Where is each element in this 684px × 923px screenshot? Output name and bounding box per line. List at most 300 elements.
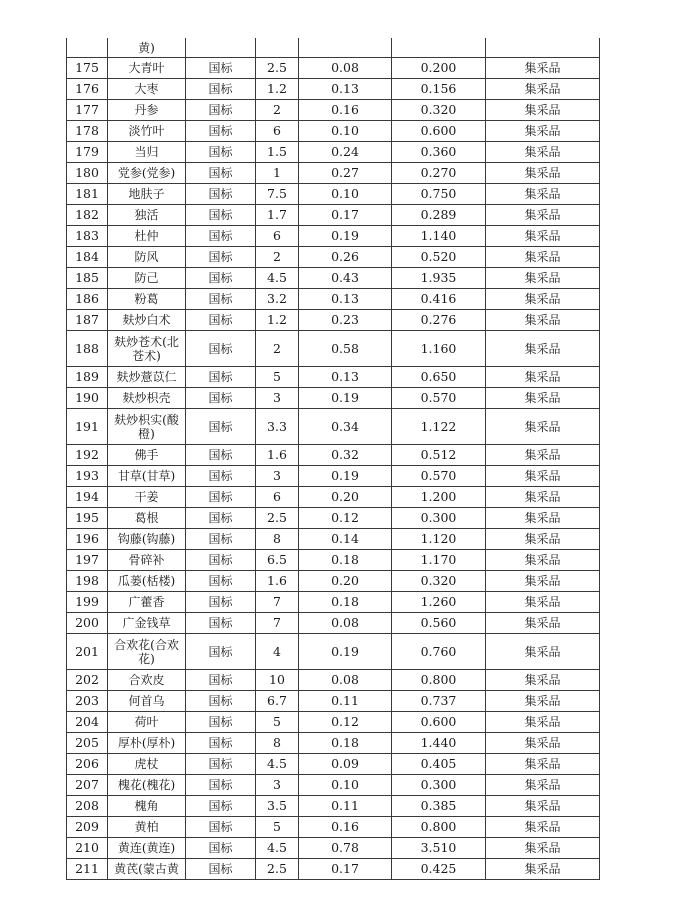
cell-name: 黄柏 xyxy=(108,817,186,838)
cell-name: 葛根 xyxy=(108,508,186,529)
cell-category: 集采品 xyxy=(486,142,600,163)
cell-name: 当归 xyxy=(108,142,186,163)
table-row xyxy=(67,331,600,367)
cell-unit-price: 0.27 xyxy=(299,163,392,184)
herb-price-table xyxy=(66,38,600,880)
table-row xyxy=(67,733,600,754)
cell-name: 麸炒枳实(酸橙) xyxy=(108,409,186,445)
cell-unit-price: 0.20 xyxy=(299,487,392,508)
cell-unit-price: 0.08 xyxy=(299,670,392,691)
cell-standard: 国标 xyxy=(186,268,256,289)
cell-standard: 国标 xyxy=(186,712,256,733)
cell-unit-price: 0.11 xyxy=(299,691,392,712)
cell-no: 210 xyxy=(67,838,108,859)
cell-standard: 国标 xyxy=(186,247,256,268)
cell-unit-price: 0.32 xyxy=(299,445,392,466)
cell-amount xyxy=(392,38,486,58)
table-row xyxy=(67,79,600,100)
cell-name: 合欢花(合欢花) xyxy=(108,634,186,670)
cell-unit-price: 0.08 xyxy=(299,58,392,79)
cell-category: 集采品 xyxy=(486,226,600,247)
cell-category: 集采品 xyxy=(486,817,600,838)
cell-name: 黄芪(蒙古黄 xyxy=(108,859,186,880)
cell-category: 集采品 xyxy=(486,331,600,367)
cell-category: 集采品 xyxy=(486,592,600,613)
cell-amount: 0.385 xyxy=(392,796,486,817)
cell-amount: 0.156 xyxy=(392,79,486,100)
cell-no: 193 xyxy=(67,466,108,487)
table-row xyxy=(67,817,600,838)
cell-category: 集采品 xyxy=(486,268,600,289)
cell-no: 186 xyxy=(67,289,108,310)
cell-quantity: 8 xyxy=(256,733,299,754)
cell-standard: 国标 xyxy=(186,388,256,409)
cell-name: 杜仲 xyxy=(108,226,186,247)
cell-no: 202 xyxy=(67,670,108,691)
cell-unit-price: 0.10 xyxy=(299,775,392,796)
cell-standard: 国标 xyxy=(186,508,256,529)
cell-standard: 国标 xyxy=(186,184,256,205)
cell-amount: 1.170 xyxy=(392,550,486,571)
cell-standard: 国标 xyxy=(186,670,256,691)
table-row xyxy=(67,487,600,508)
cell-quantity: 2 xyxy=(256,331,299,367)
table-row xyxy=(67,58,600,79)
cell-name: 麸炒枳壳 xyxy=(108,388,186,409)
cell-name: 骨碎补 xyxy=(108,550,186,571)
cell-name: 淡竹叶 xyxy=(108,121,186,142)
cell-amount: 0.520 xyxy=(392,247,486,268)
cell-no: 200 xyxy=(67,613,108,634)
cell-category: 集采品 xyxy=(486,571,600,592)
table-row xyxy=(67,226,600,247)
cell-name: 槐花(槐花) xyxy=(108,775,186,796)
cell-standard xyxy=(186,38,256,58)
cell-standard: 国标 xyxy=(186,754,256,775)
cell-unit-price: 0.13 xyxy=(299,289,392,310)
cell-amount: 1.200 xyxy=(392,487,486,508)
table-row xyxy=(67,121,600,142)
cell-no: 176 xyxy=(67,79,108,100)
cell-amount: 0.560 xyxy=(392,613,486,634)
cell-unit-price: 0.20 xyxy=(299,571,392,592)
cell-quantity: 1.5 xyxy=(256,142,299,163)
cell-standard: 国标 xyxy=(186,775,256,796)
table-row xyxy=(67,508,600,529)
cell-unit-price xyxy=(299,38,392,58)
cell-standard: 国标 xyxy=(186,550,256,571)
cell-name: 合欢皮 xyxy=(108,670,186,691)
cell-no: 209 xyxy=(67,817,108,838)
cell-amount: 0.360 xyxy=(392,142,486,163)
cell-quantity xyxy=(256,38,299,58)
cell-unit-price: 0.10 xyxy=(299,121,392,142)
cell-quantity: 2 xyxy=(256,247,299,268)
cell-amount: 0.650 xyxy=(392,367,486,388)
cell-category: 集采品 xyxy=(486,163,600,184)
cell-unit-price: 0.11 xyxy=(299,796,392,817)
cell-quantity: 5 xyxy=(256,712,299,733)
cell-standard: 国标 xyxy=(186,859,256,880)
cell-standard: 国标 xyxy=(186,205,256,226)
cell-standard: 国标 xyxy=(186,466,256,487)
cell-standard: 国标 xyxy=(186,58,256,79)
cell-standard: 国标 xyxy=(186,331,256,367)
cell-unit-price: 0.09 xyxy=(299,754,392,775)
cell-standard: 国标 xyxy=(186,796,256,817)
table-row xyxy=(67,142,600,163)
cell-unit-price: 0.10 xyxy=(299,184,392,205)
cell-unit-price: 0.18 xyxy=(299,550,392,571)
cell-category: 集采品 xyxy=(486,289,600,310)
cell-name: 党参(党参) xyxy=(108,163,186,184)
cell-unit-price: 0.78 xyxy=(299,838,392,859)
cell-no: 195 xyxy=(67,508,108,529)
cell-amount: 0.737 xyxy=(392,691,486,712)
cell-standard: 国标 xyxy=(186,163,256,184)
cell-quantity: 4.5 xyxy=(256,268,299,289)
table-body xyxy=(67,38,600,880)
cell-name: 荷叶 xyxy=(108,712,186,733)
cell-no: 178 xyxy=(67,121,108,142)
cell-quantity: 10 xyxy=(256,670,299,691)
table-row xyxy=(67,163,600,184)
cell-category: 集采品 xyxy=(486,691,600,712)
cell-name: 防己 xyxy=(108,268,186,289)
table-row xyxy=(67,100,600,121)
cell-quantity: 1 xyxy=(256,163,299,184)
cell-amount: 1.120 xyxy=(392,529,486,550)
cell-category: 集采品 xyxy=(486,775,600,796)
table-row xyxy=(67,592,600,613)
cell-quantity: 3.5 xyxy=(256,796,299,817)
cell-unit-price: 0.19 xyxy=(299,226,392,247)
cell-quantity: 4.5 xyxy=(256,838,299,859)
cell-quantity: 3.3 xyxy=(256,409,299,445)
cell-category: 集采品 xyxy=(486,550,600,571)
table-row xyxy=(67,796,600,817)
table-row xyxy=(67,775,600,796)
cell-quantity: 3 xyxy=(256,466,299,487)
cell-quantity: 4 xyxy=(256,634,299,670)
cell-name: 干姜 xyxy=(108,487,186,508)
cell-amount: 1.935 xyxy=(392,268,486,289)
cell-category xyxy=(486,38,600,58)
cell-standard: 国标 xyxy=(186,79,256,100)
cell-unit-price: 0.34 xyxy=(299,409,392,445)
cell-amount: 0.760 xyxy=(392,634,486,670)
cell-quantity: 1.2 xyxy=(256,310,299,331)
cell-amount: 0.800 xyxy=(392,670,486,691)
cell-no: 205 xyxy=(67,733,108,754)
cell-name: 钩藤(钩藤) xyxy=(108,529,186,550)
cell-name: 麸炒白术 xyxy=(108,310,186,331)
cell-no: 196 xyxy=(67,529,108,550)
cell-name: 防风 xyxy=(108,247,186,268)
cell-name: 大青叶 xyxy=(108,58,186,79)
cell-no: 187 xyxy=(67,310,108,331)
cell-category: 集采品 xyxy=(486,100,600,121)
cell-no: 191 xyxy=(67,409,108,445)
table-row xyxy=(67,634,600,670)
cell-quantity: 6 xyxy=(256,121,299,142)
cell-no xyxy=(67,38,108,58)
table-row xyxy=(67,754,600,775)
cell-quantity: 2 xyxy=(256,100,299,121)
cell-name: 虎杖 xyxy=(108,754,186,775)
cell-no: 192 xyxy=(67,445,108,466)
cell-standard: 国标 xyxy=(186,487,256,508)
cell-quantity: 2.5 xyxy=(256,859,299,880)
table-row xyxy=(67,529,600,550)
cell-category: 集采品 xyxy=(486,634,600,670)
cell-standard: 国标 xyxy=(186,691,256,712)
cell-amount: 0.416 xyxy=(392,289,486,310)
cell-category: 集采品 xyxy=(486,733,600,754)
cell-quantity: 6 xyxy=(256,226,299,247)
table-row xyxy=(67,571,600,592)
cell-quantity: 3 xyxy=(256,388,299,409)
cell-amount: 0.570 xyxy=(392,466,486,487)
cell-category: 集采品 xyxy=(486,445,600,466)
cell-standard: 国标 xyxy=(186,289,256,310)
table-row xyxy=(67,712,600,733)
cell-quantity: 2.5 xyxy=(256,508,299,529)
cell-category: 集采品 xyxy=(486,247,600,268)
cell-amount: 0.405 xyxy=(392,754,486,775)
cell-no: 184 xyxy=(67,247,108,268)
cell-amount: 0.300 xyxy=(392,775,486,796)
cell-amount: 0.750 xyxy=(392,184,486,205)
cell-name: 瓜蒌(栝楼) xyxy=(108,571,186,592)
cell-category: 集采品 xyxy=(486,613,600,634)
cell-no: 194 xyxy=(67,487,108,508)
cell-name: 丹参 xyxy=(108,100,186,121)
cell-no: 198 xyxy=(67,571,108,592)
cell-amount: 0.600 xyxy=(392,121,486,142)
cell-unit-price: 0.24 xyxy=(299,142,392,163)
cell-amount: 0.276 xyxy=(392,310,486,331)
cell-no: 203 xyxy=(67,691,108,712)
cell-amount: 0.270 xyxy=(392,163,486,184)
cell-unit-price: 0.16 xyxy=(299,100,392,121)
table-row xyxy=(67,466,600,487)
table-row xyxy=(67,388,600,409)
cell-amount: 3.510 xyxy=(392,838,486,859)
cell-no: 206 xyxy=(67,754,108,775)
table-row-continued xyxy=(67,38,600,58)
cell-no: 183 xyxy=(67,226,108,247)
cell-name: 独活 xyxy=(108,205,186,226)
cell-no: 189 xyxy=(67,367,108,388)
table-row xyxy=(67,838,600,859)
table-row xyxy=(67,613,600,634)
cell-standard: 国标 xyxy=(186,445,256,466)
cell-standard: 国标 xyxy=(186,121,256,142)
cell-quantity: 3.2 xyxy=(256,289,299,310)
table-row xyxy=(67,289,600,310)
cell-category: 集采品 xyxy=(486,712,600,733)
cell-quantity: 6 xyxy=(256,487,299,508)
table-row xyxy=(67,184,600,205)
cell-quantity: 1.2 xyxy=(256,79,299,100)
cell-no: 180 xyxy=(67,163,108,184)
cell-name: 麸炒薏苡仁 xyxy=(108,367,186,388)
cell-amount: 0.800 xyxy=(392,817,486,838)
cell-category: 集采品 xyxy=(486,205,600,226)
cell-unit-price: 0.26 xyxy=(299,247,392,268)
table-row xyxy=(67,859,600,880)
cell-amount: 0.200 xyxy=(392,58,486,79)
cell-category: 集采品 xyxy=(486,121,600,142)
cell-no: 201 xyxy=(67,634,108,670)
cell-no: 175 xyxy=(67,58,108,79)
cell-category: 集采品 xyxy=(486,487,600,508)
cell-unit-price: 0.08 xyxy=(299,613,392,634)
cell-name: 广金钱草 xyxy=(108,613,186,634)
cell-category: 集采品 xyxy=(486,310,600,331)
cell-no: 207 xyxy=(67,775,108,796)
cell-unit-price: 0.23 xyxy=(299,310,392,331)
cell-standard: 国标 xyxy=(186,838,256,859)
cell-amount: 0.300 xyxy=(392,508,486,529)
cell-quantity: 1.6 xyxy=(256,445,299,466)
cell-name: 麸炒苍术(北苍术) xyxy=(108,331,186,367)
cell-standard: 国标 xyxy=(186,226,256,247)
cell-category: 集采品 xyxy=(486,58,600,79)
cell-unit-price: 0.18 xyxy=(299,592,392,613)
cell-amount: 0.289 xyxy=(392,205,486,226)
cell-amount: 1.260 xyxy=(392,592,486,613)
cell-name: 甘草(甘草) xyxy=(108,466,186,487)
cell-standard: 国标 xyxy=(186,634,256,670)
cell-quantity: 2.5 xyxy=(256,58,299,79)
cell-standard: 国标 xyxy=(186,817,256,838)
cell-amount: 0.570 xyxy=(392,388,486,409)
cell-standard: 国标 xyxy=(186,142,256,163)
cell-name: 广藿香 xyxy=(108,592,186,613)
table-row xyxy=(67,205,600,226)
cell-no: 197 xyxy=(67,550,108,571)
herb-price-table-page xyxy=(66,38,600,880)
table-row xyxy=(67,670,600,691)
cell-amount: 0.425 xyxy=(392,859,486,880)
cell-category: 集采品 xyxy=(486,796,600,817)
cell-unit-price: 0.19 xyxy=(299,388,392,409)
cell-amount: 0.320 xyxy=(392,571,486,592)
cell-category: 集采品 xyxy=(486,388,600,409)
cell-quantity: 1.6 xyxy=(256,571,299,592)
cell-quantity: 7 xyxy=(256,592,299,613)
cell-category: 集采品 xyxy=(486,754,600,775)
cell-unit-price: 0.18 xyxy=(299,733,392,754)
cell-amount: 1.160 xyxy=(392,331,486,367)
cell-no: 199 xyxy=(67,592,108,613)
cell-unit-price: 0.13 xyxy=(299,79,392,100)
cell-name: 佛手 xyxy=(108,445,186,466)
cell-no: 190 xyxy=(67,388,108,409)
cell-amount: 0.320 xyxy=(392,100,486,121)
table-row xyxy=(67,367,600,388)
cell-amount: 1.140 xyxy=(392,226,486,247)
cell-unit-price: 0.19 xyxy=(299,634,392,670)
cell-standard: 国标 xyxy=(186,409,256,445)
cell-standard: 国标 xyxy=(186,100,256,121)
cell-quantity: 1.7 xyxy=(256,205,299,226)
cell-quantity: 3 xyxy=(256,775,299,796)
table-row xyxy=(67,247,600,268)
cell-name: 地肤子 xyxy=(108,184,186,205)
cell-category: 集采品 xyxy=(486,184,600,205)
cell-quantity: 5 xyxy=(256,817,299,838)
cell-category: 集采品 xyxy=(486,466,600,487)
cell-no: 177 xyxy=(67,100,108,121)
cell-name: 槐角 xyxy=(108,796,186,817)
cell-unit-price: 0.12 xyxy=(299,508,392,529)
table-row xyxy=(67,268,600,289)
cell-amount: 1.122 xyxy=(392,409,486,445)
cell-no: 204 xyxy=(67,712,108,733)
cell-unit-price: 0.12 xyxy=(299,712,392,733)
cell-unit-price: 0.13 xyxy=(299,367,392,388)
cell-no: 188 xyxy=(67,331,108,367)
cell-category: 集采品 xyxy=(486,529,600,550)
cell-name: 厚朴(厚朴) xyxy=(108,733,186,754)
cell-amount: 0.600 xyxy=(392,712,486,733)
cell-unit-price: 0.16 xyxy=(299,817,392,838)
cell-quantity: 7.5 xyxy=(256,184,299,205)
table-row xyxy=(67,310,600,331)
cell-no: 208 xyxy=(67,796,108,817)
cell-standard: 国标 xyxy=(186,310,256,331)
cell-standard: 国标 xyxy=(186,592,256,613)
cell-unit-price: 0.19 xyxy=(299,466,392,487)
cell-standard: 国标 xyxy=(186,613,256,634)
cell-unit-price: 0.43 xyxy=(299,268,392,289)
cell-unit-price: 0.58 xyxy=(299,331,392,367)
table-row xyxy=(67,691,600,712)
cell-quantity: 4.5 xyxy=(256,754,299,775)
cell-category: 集采品 xyxy=(486,79,600,100)
cell-no: 182 xyxy=(67,205,108,226)
cell-standard: 国标 xyxy=(186,529,256,550)
table-row xyxy=(67,409,600,445)
cell-standard: 国标 xyxy=(186,571,256,592)
cell-standard: 国标 xyxy=(186,367,256,388)
cell-name: 粉葛 xyxy=(108,289,186,310)
cell-amount: 0.512 xyxy=(392,445,486,466)
cell-quantity: 6.5 xyxy=(256,550,299,571)
cell-quantity: 5 xyxy=(256,367,299,388)
cell-unit-price: 0.17 xyxy=(299,205,392,226)
cell-unit-price: 0.14 xyxy=(299,529,392,550)
cell-name: 黄) xyxy=(108,38,186,58)
cell-no: 211 xyxy=(67,859,108,880)
cell-name: 何首乌 xyxy=(108,691,186,712)
table-row xyxy=(67,445,600,466)
cell-amount: 1.440 xyxy=(392,733,486,754)
cell-quantity: 7 xyxy=(256,613,299,634)
cell-category: 集采品 xyxy=(486,367,600,388)
cell-category: 集采品 xyxy=(486,409,600,445)
cell-name: 大枣 xyxy=(108,79,186,100)
cell-quantity: 8 xyxy=(256,529,299,550)
cell-name: 黄连(黄连) xyxy=(108,838,186,859)
cell-no: 185 xyxy=(67,268,108,289)
cell-category: 集采品 xyxy=(486,859,600,880)
cell-quantity: 6.7 xyxy=(256,691,299,712)
cell-unit-price: 0.17 xyxy=(299,859,392,880)
